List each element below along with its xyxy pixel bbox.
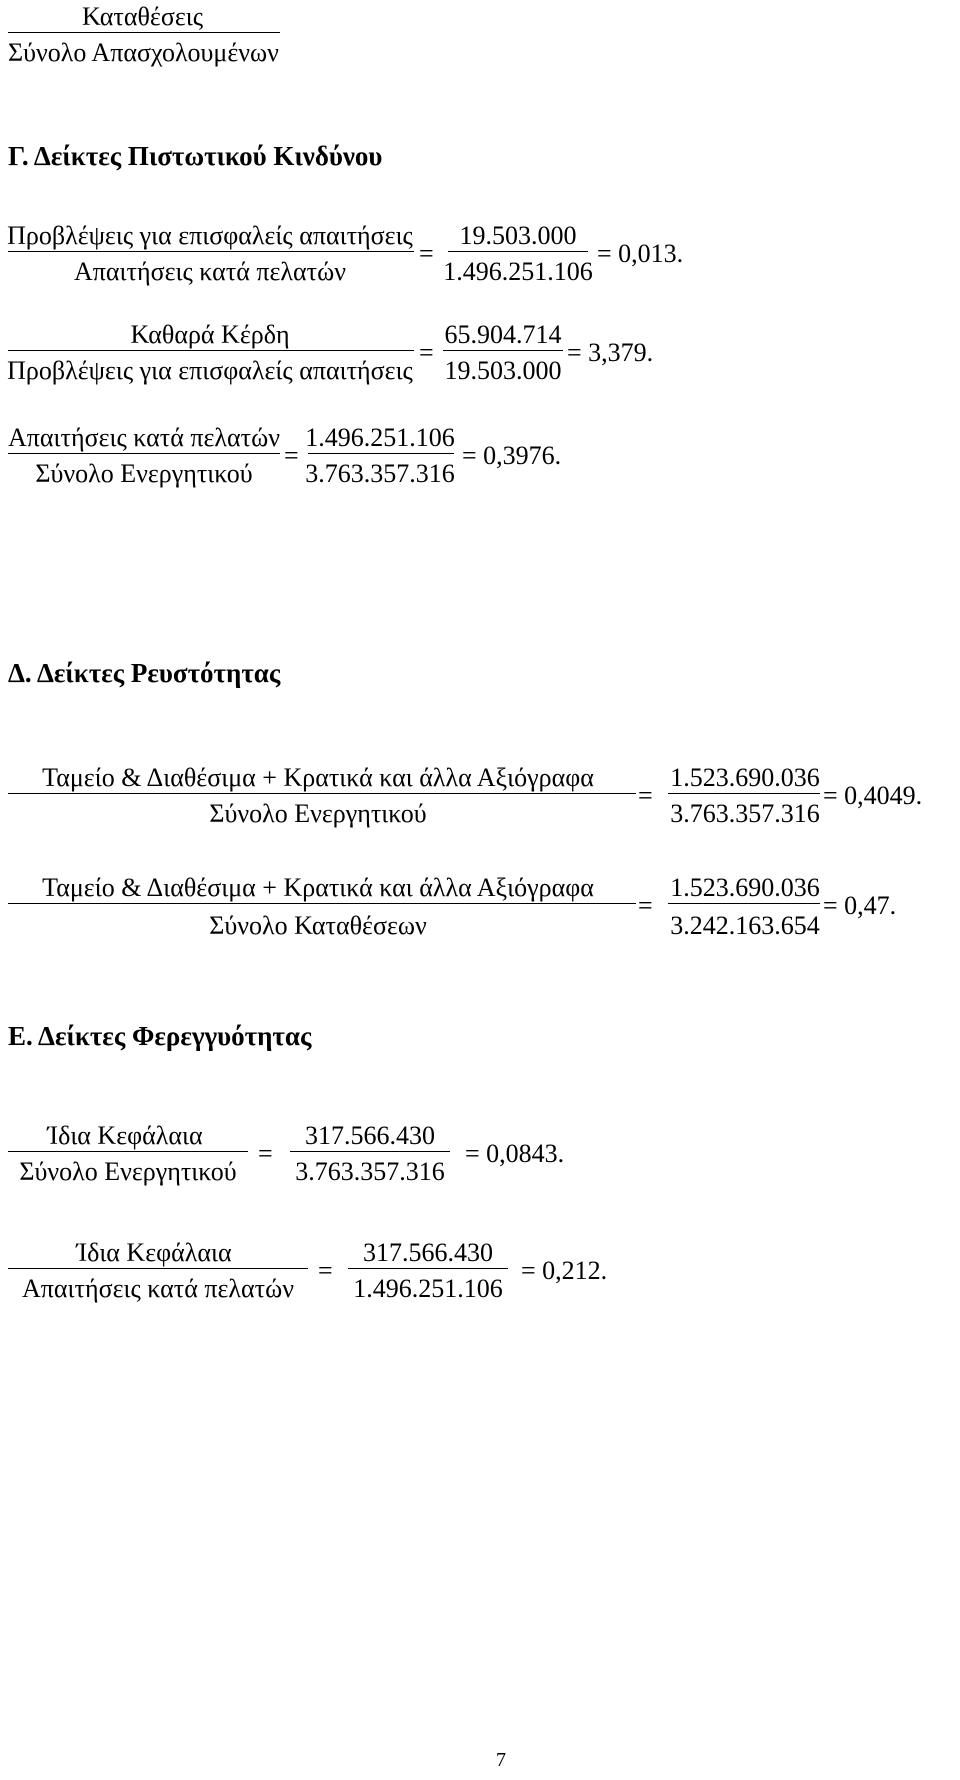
formula-numerator-label: Ίδια Κεφάλαια bbox=[76, 1238, 232, 1267]
formula-numerator-label: Ταμείο & Διαθέσιμα + Κρατικά και άλλα Αξιόγραφα bbox=[42, 763, 594, 792]
formula-denominator-value: 3.763.357.316 bbox=[295, 1157, 445, 1186]
formula-numerator-label: Προβλέψεις για επισφαλείς απαιτήσεις bbox=[7, 221, 413, 250]
formula-result: = 0,212. bbox=[521, 1256, 608, 1285]
fraction-bar bbox=[448, 251, 588, 252]
formula-result: = 0,47. bbox=[823, 891, 897, 920]
section-heading-liquidity: Δ. Δείκτες Ρευστότητας bbox=[8, 658, 281, 688]
formula-result: = 3,379. bbox=[567, 338, 654, 367]
fraction-bar bbox=[8, 251, 414, 252]
formula-denominator-label: Σύνολο Ενεργητικού bbox=[35, 459, 253, 488]
formula-numerator-value: 1.523.690.036 bbox=[670, 763, 820, 792]
formula-denominator-label: Σύνολο Καταθέσεων bbox=[209, 911, 427, 940]
formula-numerator-value: 317.566.430 bbox=[305, 1121, 435, 1150]
equals-sign: = bbox=[258, 1139, 273, 1168]
formula-result: = 0,0843. bbox=[465, 1139, 565, 1168]
formula-denominator-value: 1.496.251.106 bbox=[353, 1274, 503, 1303]
formula-result: = 0,4049. bbox=[823, 781, 923, 810]
formula-numerator-label: Απαιτήσεις κατά πελατών bbox=[8, 423, 280, 452]
fraction-bar bbox=[308, 453, 454, 454]
section-heading-credit-risk: Γ. Δείκτες Πιστωτικού Κινδύνου bbox=[8, 141, 383, 171]
fraction-bar bbox=[8, 32, 280, 33]
equals-sign: = bbox=[419, 338, 434, 367]
fraction-bar bbox=[668, 903, 820, 904]
formula-denominator-value: 3.763.357.316 bbox=[670, 799, 820, 828]
page-number: 7 bbox=[496, 1749, 506, 1771]
formula-denominator-label: Απαιτήσεις κατά πελατών bbox=[22, 1274, 294, 1303]
top-fraction-denominator: Σύνολο Απασχολουμένων bbox=[8, 38, 279, 67]
fraction-bar bbox=[348, 1268, 508, 1269]
equals-sign: = bbox=[638, 781, 653, 810]
fraction-bar bbox=[668, 793, 820, 794]
formula-numerator-label: Ταμείο & Διαθέσιμα + Κρατικά και άλλα Αξιόγραφα bbox=[42, 873, 594, 902]
section-heading-solvency: Ε. Δείκτες Φερεγγυότητας bbox=[8, 1021, 312, 1051]
fraction-bar bbox=[8, 350, 414, 351]
formula-numerator-label: Καθαρά Κέρδη bbox=[130, 320, 290, 349]
fraction-bar bbox=[8, 903, 636, 904]
formula-denominator-value: 19.503.000 bbox=[444, 356, 562, 385]
fraction-bar bbox=[8, 1268, 308, 1269]
formula-numerator-label: Ίδια Κεφάλαια bbox=[47, 1121, 203, 1150]
fraction-bar bbox=[8, 793, 636, 794]
formula-denominator-label: Απαιτήσεις κατά πελατών bbox=[74, 257, 346, 286]
formula-denominator-label: Σύνολο Ενεργητικού bbox=[209, 799, 427, 828]
formula-numerator-value: 1.496.251.106 bbox=[305, 423, 455, 452]
equals-sign: = bbox=[419, 239, 434, 268]
formula-numerator-value: 65.904.714 bbox=[444, 320, 562, 349]
top-fraction-numerator: Καταθέσεις bbox=[81, 2, 204, 31]
fraction-bar bbox=[443, 350, 563, 351]
fraction-bar bbox=[8, 1151, 248, 1152]
fraction-bar bbox=[290, 1151, 450, 1152]
formula-result: = 0,013. bbox=[597, 239, 684, 268]
formula-denominator-label: Προβλέψεις για επισφαλείς απαιτήσεις bbox=[7, 356, 413, 385]
formula-denominator-value: 3.763.357.316 bbox=[305, 459, 455, 488]
equals-sign: = bbox=[318, 1256, 333, 1285]
equals-sign: = bbox=[638, 891, 653, 920]
fraction-bar bbox=[8, 453, 280, 454]
formula-denominator-value: 3.242.163.654 bbox=[670, 911, 820, 940]
formula-denominator-value: 1.496.251.106 bbox=[443, 257, 593, 286]
formula-numerator-value: 317.566.430 bbox=[363, 1238, 493, 1267]
equals-sign: = bbox=[284, 441, 299, 470]
formula-denominator-label: Σύνολο Ενεργητικού bbox=[19, 1157, 237, 1186]
formula-numerator-value: 19.503.000 bbox=[459, 221, 577, 250]
formula-result: = 0,3976. bbox=[462, 441, 562, 470]
formula-numerator-value: 1.523.690.036 bbox=[670, 873, 820, 902]
